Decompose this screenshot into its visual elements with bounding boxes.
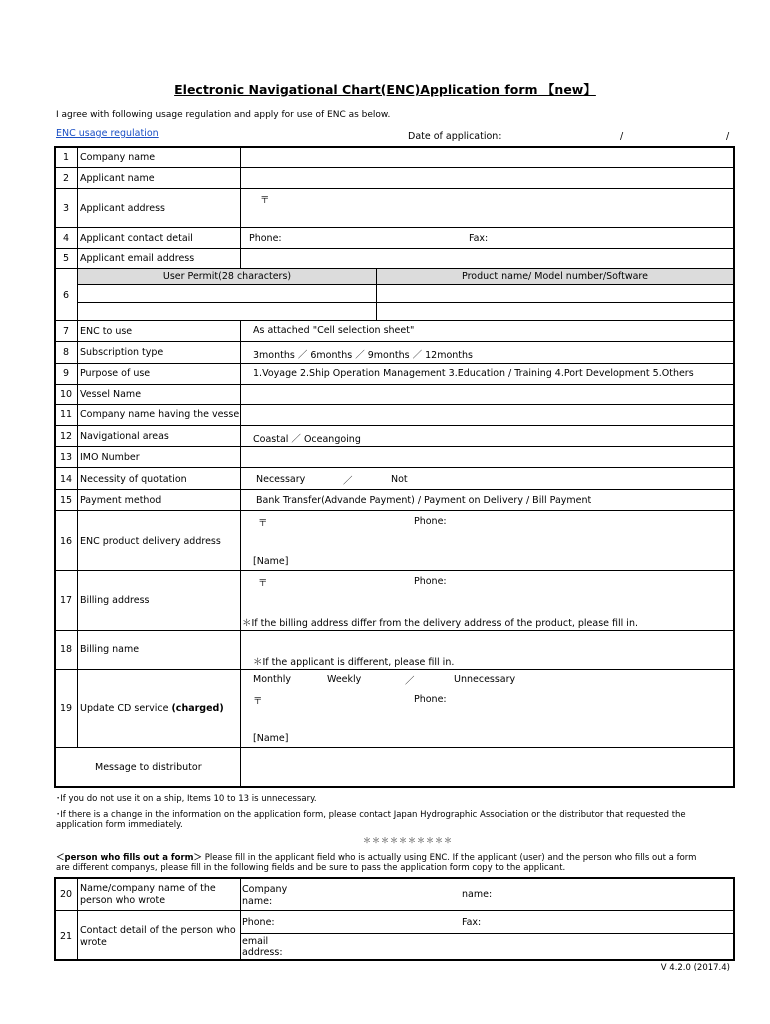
update-cd-label-text: Update CD service	[80, 703, 169, 714]
vessel-company-label: Company name having the vessel	[80, 409, 242, 420]
subscription-options[interactable]: 3months ／ 6months ／ 9months ／ 12months	[253, 350, 473, 361]
row-number: 16	[59, 536, 73, 547]
version-label: V 4.2.0 (2017.4)	[660, 963, 730, 973]
message-distributor-field[interactable]	[241, 748, 732, 785]
quotation-not-option[interactable]: Not	[391, 474, 408, 485]
email-label-1: email	[242, 936, 269, 947]
postal-mark-icon: 〒	[258, 578, 268, 589]
row-number: 8	[62, 347, 70, 358]
delivery-address-label: ENC product delivery address	[80, 536, 221, 547]
applicant-address-label: Applicant address	[80, 203, 165, 214]
row-number: 9	[62, 368, 70, 379]
imo-number-label: IMO Number	[80, 452, 140, 463]
person-heading: ＜person who fills out a form＞	[56, 853, 202, 863]
message-distributor-label: Message to distributor	[95, 762, 202, 773]
company-label-2: name:	[242, 896, 273, 907]
billing-name-note: ＊If the applicant is different, please fill in.	[253, 657, 455, 668]
imo-number-field[interactable]	[241, 447, 732, 466]
row-number: 3	[62, 203, 70, 214]
date-label: Date of application:	[408, 131, 502, 142]
row-number: 20	[59, 889, 73, 900]
phone-label: Phone:	[414, 516, 447, 527]
row-number: 1	[62, 152, 70, 163]
payment-method-label: Payment method	[80, 495, 162, 506]
row-number: 18	[59, 644, 73, 655]
row-number: 11	[59, 409, 73, 420]
update-monthly-option[interactable]: Monthly	[253, 674, 292, 685]
row-number: 19	[59, 703, 73, 714]
user-permit-field[interactable]	[79, 285, 375, 301]
writer-name-label: name:	[462, 889, 493, 900]
postal-mark-icon: 〒	[260, 195, 270, 206]
purpose-label: Purpose of use	[80, 368, 151, 379]
enc-to-use-label: ENC to use	[80, 326, 133, 337]
agree-text: I agree with following usage regulation and apply for use of ENC as below.	[56, 110, 391, 120]
applicant-name-field[interactable]	[241, 168, 732, 187]
company-label-1: Company	[242, 884, 288, 895]
billing-name-label: Billing name	[80, 644, 140, 655]
charged-label: (charged)	[171, 703, 224, 714]
writer-name-label-2: person who wrote	[80, 895, 166, 906]
row-number: 5	[62, 253, 70, 264]
company-name-field[interactable]	[241, 148, 732, 167]
phone-label: Phone:	[414, 694, 447, 705]
name-label: [Name]	[253, 733, 289, 744]
row-number: 10	[59, 389, 73, 400]
billing-address-note: ＊If the billing address differ from the delivery address of the product, please fill in.	[242, 618, 638, 629]
person-text-1: Please fill in the applicant field who is actually using ENC. If the applicant (user) and the person who fills out a form	[202, 853, 697, 863]
row-number: 12	[59, 431, 73, 442]
row-number: 13	[59, 452, 73, 463]
update-cd-label	[80, 703, 224, 714]
date-separator: /	[620, 131, 624, 142]
update-weekly-option[interactable]: Weekly	[327, 674, 362, 685]
applicant-email-label: Applicant email address	[80, 253, 195, 264]
row-number: 14	[59, 474, 73, 485]
payment-method-options[interactable]: Bank Transfer(Advande Payment) / Payment on Delivery / Bill Payment	[256, 495, 592, 506]
quotation-necessary-option[interactable]: Necessary	[256, 474, 306, 485]
row-number: 17	[59, 595, 73, 606]
usage-regulation-link[interactable]: ENC usage regulation	[56, 128, 159, 139]
row-number: 7	[62, 326, 70, 337]
note-3: application form immediately.	[56, 820, 183, 830]
applicant-email-field[interactable]	[241, 249, 732, 267]
vessel-company-field[interactable]	[241, 405, 732, 424]
quotation-label: Necessity of quotation	[80, 474, 187, 485]
email-label-2: address:	[242, 947, 283, 958]
row-number: 6	[62, 290, 70, 301]
person-text-2: are different companys, please fill in the following fields and be sure to pass the application form copy to the applicant.	[56, 863, 566, 873]
row-number: 4	[62, 233, 70, 244]
row-number: 21	[59, 931, 73, 942]
subscription-type-label: Subscription type	[80, 347, 164, 358]
product-name-field[interactable]	[377, 285, 732, 301]
postal-mark-icon: 〒	[253, 696, 263, 707]
quotation-separator: ／	[343, 476, 353, 487]
form-title: Electronic Navigational Chart(ENC)Application form 【new】	[174, 82, 596, 97]
product-name-header: Product name/ Model number/Software	[462, 271, 648, 282]
applicant-name-label: Applicant name	[80, 173, 155, 184]
divider-stars: ＊＊＊＊＊＊＊＊＊＊	[363, 836, 453, 845]
phone-label: Phone:	[249, 233, 282, 244]
vessel-name-label: Vessel Name	[80, 389, 142, 400]
purpose-options[interactable]: 1.Voyage 2.Ship Operation Management 3.Education / Training 4.Port Development 5.Others	[253, 368, 694, 379]
person-instruction	[56, 851, 696, 863]
writer-contact-label-2: wrote	[80, 937, 107, 948]
fax-label: Fax:	[462, 917, 482, 928]
applicant-contact-label: Applicant contact detail	[80, 233, 193, 244]
phone-label: Phone:	[414, 576, 447, 587]
note-2: ･If there is a change in the information on the application form, please contact Japan Hydrographic Association or the distributor that requested the	[56, 810, 686, 820]
update-unnecessary-option[interactable]: Unnecessary	[454, 674, 516, 685]
row-number: 15	[59, 495, 73, 506]
writer-name-label-1: Name/company name of the	[80, 883, 216, 894]
update-separator: ／	[405, 676, 415, 687]
phone-label: Phone:	[242, 917, 275, 928]
fax-label: Fax:	[469, 233, 489, 244]
row-number: 2	[62, 173, 70, 184]
vessel-name-field[interactable]	[241, 385, 732, 403]
name-label: [Name]	[253, 556, 289, 567]
writer-contact-label-1: Contact detail of the person who	[80, 925, 236, 936]
postal-mark-icon: 〒	[258, 518, 268, 529]
billing-address-label: Billing address	[80, 595, 150, 606]
enc-to-use-value: As attached "Cell selection sheet"	[253, 325, 415, 336]
note-1: ･If you do not use it on a ship, Items 10 to 13 is unnecessary.	[56, 794, 317, 804]
navigational-areas-options[interactable]: Coastal ／ Oceangoing	[253, 434, 361, 445]
user-permit-header: User Permit(28 characters)	[162, 271, 292, 282]
company-name-label: Company name	[80, 152, 156, 163]
applicant-address-field[interactable]	[241, 189, 732, 226]
date-separator: /	[726, 131, 730, 142]
navigational-areas-label: Navigational areas	[80, 431, 169, 442]
